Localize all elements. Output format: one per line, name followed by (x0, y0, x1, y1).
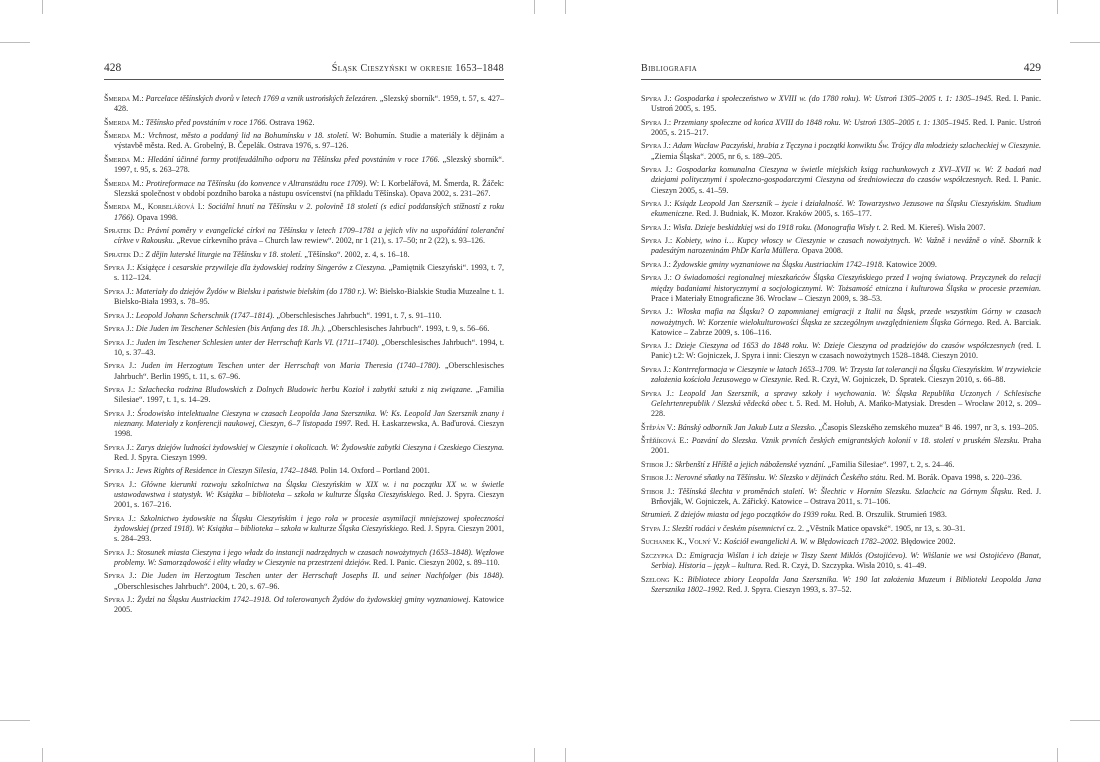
crop-mark (534, 0, 535, 14)
crop-mark (42, 0, 43, 14)
entry-author: Spyra J.: (104, 361, 137, 371)
entry-details: Opava 1998. (136, 212, 178, 222)
crop-mark (534, 748, 535, 762)
entry-author: Szelong K.: (641, 574, 684, 584)
entry-author: Spyra J.: (641, 94, 672, 103)
entry-author: Spyra J.: (104, 442, 135, 452)
entry-details: „Revue církevního práva – Church law rewiew“. 2002, nr 1 (21), s. 17–50; nr 2 (22), s. 93–126. (176, 236, 485, 246)
entry-author: Spyra J.: (104, 324, 134, 334)
entry-author: Spyra J.: (641, 341, 673, 351)
entry-author: Šmerda M.: (104, 178, 144, 188)
entry-details: „Oberschlesisches Jahrbuch“. 2004, t. 20, s. 67–96. (114, 581, 280, 591)
entry-title: Slezští rodáci v českém písemnictví (672, 523, 785, 533)
entry-details: Red. J. Spyra. Cieszyn 1993, s. 37–52. (727, 584, 852, 594)
bibliography-entry (104, 324, 504, 334)
entry-details: „Oberschlesisches Jahrbuch“. 1994, t. 10, s. 37–43. (114, 337, 505, 357)
bibliography-entry (104, 338, 504, 358)
entry-author: Spyra J.: (641, 307, 673, 317)
entry-details: Red. I. Panic. Ustroń 2005, s. 215–217. (651, 117, 1042, 137)
entry-details: „Oberschlesisches Jahrbuch“. 1991, t. 7, s. 91–110. (276, 310, 442, 320)
bibliography-entry (641, 460, 1041, 470)
entry-details: Opava 2008. (801, 246, 843, 256)
entry-title: Těšínsko před povstáním v roce 1766. (145, 117, 268, 127)
bibliography-entry (641, 551, 1041, 571)
entry-author: Spyra J.: (104, 310, 134, 320)
entry-title: Stosunek miasta Cieszyna i jego władz do instancji nadrzędnych w czasach nowożytnych (1653–1848). Węzłowe problemy. W: Samorządowość i elity władzy w Cieszynie na przestrzeni dziejów. (114, 547, 505, 567)
entry-details: „Pamiętnik Cieszyński“. 1993, t. 7, s. 112–124. (114, 263, 504, 283)
entry-title: Nerovné sňatky na Těšínsku. W: Slezsko v dějinách Českého státu. (674, 473, 888, 483)
entry-author: Spyra J.: (641, 141, 671, 151)
entry-title: Die Juden im Herzogtum Teschen unter der Herrschaft Josephs II. und seiner Nachfolger (bis 1848). (141, 571, 504, 581)
entry-title: Żydowskie gminy wyznaniowe na Śląsku Austriackim 1742–1918. (672, 259, 884, 269)
bibliography-entry (104, 480, 504, 511)
entry-title: Die Juden im Teschener Schlesien (bis Anfang des 18. Jh.). (135, 324, 326, 334)
entry-details: t. 5. Red. M. Hołub, A. Mańko-Matysiak. Dresden – Wrocław 2012, s. 209–228. (651, 398, 1041, 419)
entry-details: (red. I. Panic) t.2: W: Gojniczek, J. Spyra i inni: Cieszyn w czasach nowożytnych 1528–1848. Cieszyn 2010. (651, 341, 1042, 361)
entry-author: Spyra J.: (104, 595, 135, 605)
bibliography-entry (104, 443, 504, 463)
left-page (104, 62, 504, 619)
bibliography-entry (104, 361, 504, 381)
entry-title: Juden im Teschener Schlesien unter der Herrschaft Karls VI. (1711–1740). (136, 337, 380, 347)
entry-details: „Těšínsko“. 2002, z. 4, s. 16–18. (304, 249, 410, 259)
entry-details: Red. M. Borák. Opava 1998, s. 220–236. (889, 473, 1022, 483)
entry-details: Katowice 2009. (885, 259, 937, 269)
entry-author: Stibor J.: (641, 459, 673, 469)
entry-details: Red. J. Spyra. Cieszyn 2001, s. 284–293. (114, 523, 504, 544)
entry-title: Právní poměry v evangelické církvi na Těšínsku v letech 1709–1781 a jejich vliv na uspořádání toleranční církve v Rakousku. (114, 226, 504, 246)
entry-details: „Slezský sborník“. 1997, t. 95, s. 263–278. (114, 154, 504, 175)
entry-author: Spyra J.: (641, 364, 671, 374)
entry-title: Włoska mafia na Śląsku? O zapomnianej emigracji z Italii na Śląsk, przede wszystkim Górny w czasach nowożytnych. W: Korzenie wielokulturowości Śląska ze szczególnym uwzględnieniem Śląska Górnego. (651, 307, 1042, 327)
entry-details: Red. M. Kiereś). Wisła 2007. (890, 222, 986, 232)
entry-author: Spratek D.: (104, 226, 145, 236)
entry-details: „Familia Silesiae“. 1997, t. 1, s. 14–29. (114, 385, 505, 405)
entry-title: Szkolnictwo żydowskie na Śląsku Cieszyńskim i jego rola w procesie asymilacji mniejszowej społeczności żydowskiej (przed 1918). W: Książka – biblioteka – szkoła w kulturze Śląska Cieszyńskiego. (114, 513, 505, 533)
entry-details: Red. R. Czyż, W. Gojniczek, D. Spratek. Cieszyn 2010, s. 66–88. (794, 375, 1006, 385)
entry-title: Juden im Herzogtum Teschen unter der Herrschaft von Maria Theresia (1740–1780). (140, 361, 441, 371)
entry-author: Stibor J.: (641, 486, 675, 496)
bibliography-entry (641, 537, 1041, 547)
entry-title: Gospodarka i społeczeństwo w XVIII w. (do 1780 roku). W: Ustroń 1305–2005 t. 1: 1305–1945. (674, 94, 994, 103)
entry-title: Bánský odborník Jan Jakub Lutz a Slezsko. (677, 422, 817, 432)
entry-details: Polin 14. Oxford – Portland 2001. (320, 466, 430, 476)
bibliography-entry (641, 575, 1041, 595)
entry-author: Šmerda M.: (104, 131, 145, 141)
entry-author: Šmerda M.: (104, 117, 144, 127)
entry-title: Z dějin luterské liturgie na Těšínsku v 18. století. (145, 249, 303, 259)
entry-details: Red. A. Barciak. Katowice – Zabrze 2009, s. 106–116. (651, 317, 1041, 337)
entry-title: Kościół ewangelicki A. W. w Błędowicach 1782–2002. (723, 537, 899, 547)
entry-title: Strumień. Z dziejów miasta od jego początków do 1939 roku. (641, 510, 838, 520)
bibliography-entry (641, 473, 1041, 483)
entry-author: Suchanek K., Volný V.: (641, 537, 722, 547)
entry-author: Spyra J.: (104, 571, 137, 581)
entry-title: Zarys dziejów ludności żydowskiej w Cieszynie i okolicach. W: Żydowskie zabytki Cieszyna i Czeskiego Cieszyna. (136, 442, 504, 452)
entry-title: Bibliotece zbiory Leopolda Jana Szersznika. W: 190 lat założenia Muzeum i Biblioteki Leopolda Jana Szersznika 1802–1992. (651, 574, 1041, 594)
bibliography-entry (104, 595, 504, 615)
entry-title: Książęce i cesarskie przywileje dla żydowskiej rodziny Singerów z Cieszyna. (136, 263, 387, 273)
entry-author: Stypa J.: (641, 523, 670, 533)
bibliography-entry (641, 487, 1041, 507)
entry-author: Šmerda M., Korbelářová I.: (104, 202, 205, 212)
entry-title: Emigracja Wiślan i ich dzieje w Tiszy Szent Miklós (Ostojićevo). W: Wiślanie we wsi Ostojićevo (Banat, Serbia). Historia – język – kultura. (651, 550, 1041, 571)
entry-title: Gospodarka komunalna Cieszyna w świetle miejskich ksiąg rachunkowych z XVI–XVII w. W: Z badań nad dziejami politycznymi i społeczno-gospodarczymi Cieszyna od średniowiecza do czasów współczesnych. (651, 165, 1041, 185)
entry-title: Adam Wacław Paczyński, hrabia z Tęczyna i początki konwiktu Św. Trójcy dla młodzieży szlacheckiej w Cieszynie. (672, 141, 1041, 151)
bibliography-entry (641, 165, 1041, 196)
entry-details: W: Bohumín. Studie a materiály k dějinám a výstavbě města. Red. A. Grobelný, B. Čepelák. Ostrava 1976, s. 97–126. (114, 131, 505, 151)
entry-title: Kontrreformacja w Cieszynie w latach 1653–1709. W: Trzysta lat tolerancji na Śląsku Cieszyńskim. W trzywiekcie założenia kościoła Jezusowego w Cieszynie. (651, 364, 1042, 385)
entry-details: Praha 2001. (651, 436, 1042, 456)
crop-mark (1070, 42, 1100, 43)
entry-title: Hledání účinné formy protifeudálního odporu na Těšínsku před povstáním v roce 1766. (147, 154, 440, 164)
bibliography-entry (104, 250, 504, 260)
bibliography-entry (104, 514, 504, 545)
entry-details: Katowice 2005. (114, 595, 505, 615)
crop-mark (565, 0, 566, 14)
bibliography-entry (641, 223, 1041, 233)
entry-details: Red. R. Czyż, D. Szczypka. Wisła 2010, s. 41–49. (765, 561, 927, 571)
crop-mark (565, 748, 566, 762)
entry-title: Jews Rights of Residence in Cieszyn Silesia, 1742–1848. (135, 466, 319, 476)
bibliography-entry (104, 179, 504, 199)
entry-author: Štěříková E.: (641, 436, 689, 446)
entry-author: Spyra J.: (104, 408, 135, 418)
entry-title: O świadomości regionalnej mieszkańców Śląska Cieszyńskiego przed I wojną światową. Przyczynek do relacji między badaniami historycznymi a socjologicznymi. W: Tożsamość etniczna i kulturowa Śląska w procesie przemian. (651, 273, 1041, 293)
entry-title: Szlachecka rodzina Bludowskich z Dolnych Bludowic herbu Kozioł i zabytki sztuki z nią związane. (138, 385, 473, 395)
bibliography-entry (641, 199, 1041, 219)
crop-mark (1057, 748, 1058, 762)
entry-details: Red. H. Łaskarzewska, A. Baďurová. Cieszyn 1998. (114, 418, 504, 439)
bibliography-entry (104, 263, 504, 283)
entry-author: Spyra J.: (104, 286, 134, 296)
bibliography-entry (641, 273, 1041, 304)
entry-author: Spyra J.: (641, 165, 673, 175)
right-page-header (641, 62, 1041, 80)
bibliography-entry (641, 423, 1041, 433)
entry-author: Spyra J.: (641, 236, 673, 246)
entry-author: Štěpán V.: (641, 422, 676, 432)
bibliography-entry (641, 510, 1041, 520)
page-number: 428 (104, 62, 122, 74)
entry-author: Spyra J.: (104, 263, 135, 273)
bibliography-entry (104, 131, 504, 151)
bibliography-entry (104, 287, 504, 307)
entry-details: Red. I. Panic. Ustroń 2005, s. 195. (651, 94, 1041, 114)
entry-details: cz. 2. „Věstník Matice opavské“. 1905, nr 13, s. 30–31. (786, 523, 966, 533)
entry-title: Kobiety, wino i… Kupcy włoscy w Cieszynie w czasach nowożytnych. W: Važně i nevážně o víně. Sborník k padesátým narozeninám PhDr Karla Müllera. (651, 236, 1042, 256)
entry-author: Spyra J.: (104, 513, 136, 523)
entry-author: Spratek D.: (104, 249, 144, 259)
bibliography-entry (104, 548, 504, 568)
entry-author: Spyra J.: (641, 222, 671, 232)
bibliography-entry (104, 94, 504, 114)
entry-title: Skrbenští z Hříště a jejich náboženské vyznání. (674, 459, 826, 469)
bibliography-list (104, 94, 504, 615)
bibliography-entry (641, 307, 1041, 338)
bibliography-entry (104, 571, 504, 591)
entry-details: „Časopis Slezského zemského muzea“ B 46. 1997, nr 3, s. 193–205. (818, 422, 1039, 432)
entry-author: Spyra J.: (104, 385, 136, 395)
entry-author: Šmerda M.: (104, 94, 144, 103)
entry-details: Red. I. Panic. Cieszyn 2002, s. 89–110. (372, 557, 500, 567)
entry-details: Błędowice 2002. (900, 537, 956, 547)
entry-details: Red. J. Brňovják, W. Gojniczek, A. Zářický. Katowice – Ostrava 2011, s. 71–106. (651, 486, 1041, 506)
crop-mark (1070, 720, 1100, 721)
bibliography-entry (641, 365, 1041, 385)
entry-details: Ostrava 1962. (269, 117, 315, 127)
bibliography-entry (641, 260, 1041, 270)
entry-details: „Oberschlesisches Jahrbuch“. 1993, t. 9, s. 56–66. (327, 324, 490, 334)
entry-title: Materiały do dziejów Żydów w Bielsku i państwie bielskim (do 1780 r.). (135, 286, 367, 296)
entry-author: Spyra J.: (104, 466, 134, 476)
entry-title: Dzieje Cieszyna od 1653 do 1848 roku. W: Dzieje Cieszyna od pradziejów do czasów współczesnych (675, 341, 1016, 351)
entry-title: Leopold Johann Scherschnik (1747–1814). (135, 310, 275, 320)
entry-author: Šmerda M.: (104, 154, 145, 164)
bibliography-entry (641, 141, 1041, 161)
entry-details: Red. I. Panic. Cieszyn 2005, s. 41–59. (651, 175, 1041, 195)
running-head: Śląsk Cieszyński w okresie 1653–1848 (331, 63, 504, 74)
bibliography-entry (641, 94, 1041, 114)
entry-details: „Slezský sborník“. 1959, t. 57, s. 427–428. (114, 94, 505, 114)
bibliography-entry (641, 389, 1041, 420)
bibliography-entry (104, 466, 504, 476)
entry-details: Red. J. Spyra. Cieszyn 2001, s. 167–216. (114, 490, 504, 510)
entry-details: „Ziemia Śląska“. 2005, nr 6, s. 189–205. (651, 151, 783, 161)
entry-details: Red. J. Spyra. Cieszyn 1999. (114, 452, 207, 462)
running-head: Bibliografia (641, 63, 698, 74)
entry-author: Spyra J.: (641, 117, 672, 127)
entry-author: Spyra J.: (104, 337, 135, 347)
entry-author: Spyra J.: (641, 259, 671, 269)
entry-title: Sociální hnutí na Těšínsku v 2. polovině 18 století (s edicí poddanských stížností z roku 1766). (114, 202, 504, 222)
bibliography-entry (104, 311, 504, 321)
entry-title: Protireformace na Těšínsku (do konvence v Altranstädtu roce 1709). (145, 178, 368, 188)
entry-author: Spyra J.: (641, 273, 672, 283)
crop-mark (0, 42, 30, 43)
entry-title: Vrchnost, město a poddaný lid na Bohumínsku v 18. století. (147, 131, 350, 141)
bibliography-list (641, 94, 1041, 595)
bibliography-entry (641, 341, 1041, 361)
bibliography-entry (104, 118, 504, 128)
entry-title: Przemiany społeczne od końca XVIII do 1848 roku. W: Ustroń 1305–2005 t. 1: 1305–1945. (673, 117, 971, 127)
entry-details: „Familia Silesiae“. 1997, t. 2, s. 24–46. (827, 459, 955, 469)
entry-author: Spyra J.: (104, 479, 137, 489)
entry-details: Red. J. Budniak, K. Mozor. Kraków 2005, s. 165–177. (696, 209, 872, 219)
bibliography-entry (104, 226, 504, 246)
entry-details: „Oberschlesisches Jahrbuch“. Berlin 1995, t. 11, s. 67–96. (114, 361, 504, 381)
bibliography-entry (641, 236, 1041, 256)
crop-mark (1057, 0, 1058, 14)
entry-author: Spyra J.: (104, 547, 135, 557)
entry-author: Spyra J.: (641, 388, 675, 398)
entry-author: Spyra J.: (641, 199, 672, 209)
bibliography-entry (641, 436, 1041, 456)
right-page (641, 62, 1041, 598)
entry-details: W: I. Korbelářová, M. Šmerda, R. Žáček: Slezská společnost v období pozdního baroka a nástupu osvícenství (na příkladu Těšínska). Opava 2002, s. 231–267. (114, 178, 504, 198)
bibliography-entry (641, 118, 1041, 138)
bibliography-entry (104, 409, 504, 440)
entry-details: W: Bielsko-Bialskie Studia Muzealne t. 1. Bielsko-Biała 1993, s. 78–95. (114, 286, 505, 307)
crop-mark (42, 748, 43, 762)
page-number: 429 (1023, 62, 1041, 74)
entry-title: Ksiądz Leopold Jan Szersznik – życie i działalność. W: Towarzystwo Jezusowe na Śląsku Cieszyńskim. Studium ekumeniczne. (651, 199, 1042, 219)
entry-title: Środowisko intelektualne Cieszyna w czasach Leopolda Jana Szersznika. W: Ks. Leopold Jan Szersznik znany i nieznany. Materiały z konferencji naukowej, Cieszyn, 6–7 listopada 1997. (114, 408, 505, 428)
entry-details: Prace i Materiały Etnograficzne 36. Wrocław – Cieszyn 2009, s. 38–53. (651, 293, 883, 303)
entry-title: Pozvání do Slezska. Vznik prvních českých emigrantských kolonií v 18. století v pruském Slezsku. (691, 436, 1020, 446)
entry-title: Parcelace těšínských dvorů v letech 1769 a vznik ustrońských železáren. (145, 94, 378, 103)
entry-title: Żydzi na Śląsku Austriackim 1742–1918. Od tolerowanych Żydów do żydowskiej gminy wyznaniowej. (137, 595, 471, 605)
entry-author: Szczypka D.: (641, 550, 687, 560)
bibliography-entry (104, 385, 504, 405)
entry-details: Red. B. Orszulik. Strumień 1983. (839, 510, 947, 520)
entry-title: Leopold Jan Szersznik, a sprawy szkoły i wychowania. W: Śląska Republika Uczonych / Schlesische Gelehrtenrepublik / Slezská vědecká obec (651, 388, 1042, 408)
entry-title: Těšínská šlechta v proměnách staletí. W: Šlechtic v Horním Slezsku. Szlachcic na Górnym Śląsku. (678, 486, 1014, 496)
entry-title: Wisła. Dzieje beskidzkiej wsi do 1918 roku. (Monografia Wisły t. 2. (672, 222, 889, 232)
entry-author: Stibor J.: (641, 473, 673, 483)
bibliography-entry (641, 524, 1041, 534)
bibliography-entry (104, 202, 504, 222)
left-page-header (104, 62, 504, 80)
crop-mark (0, 720, 30, 721)
bibliography-entry (104, 155, 504, 175)
entry-title: Główne kierunki rozwoju szkolnictwa na Śląsku Cieszyńskim w XIX w. i na początku XX w. w świetle ustawodawstwa i statystyk. W: Książka – biblioteka – szkoła w kulturze Śląska Cieszyńskiego. (114, 479, 504, 500)
